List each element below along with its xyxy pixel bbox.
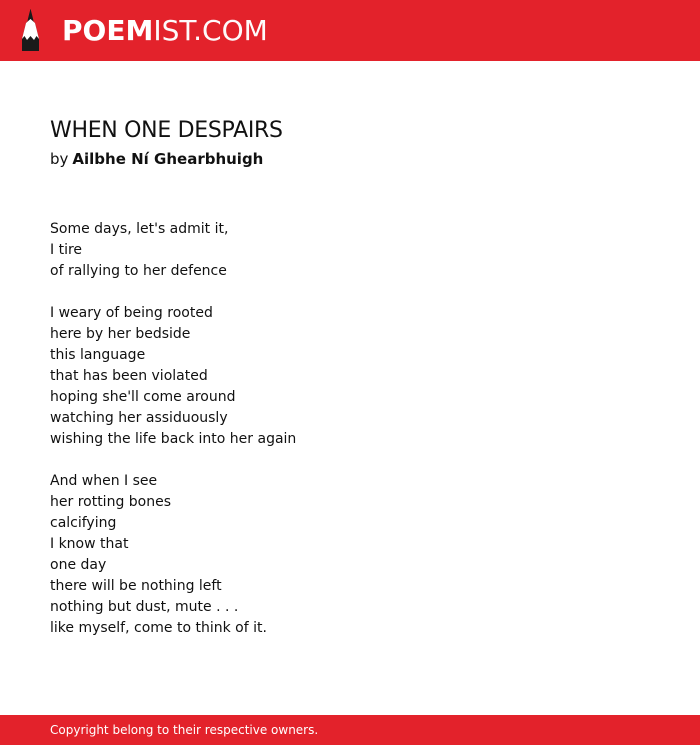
stanza <box>50 303 650 450</box>
poem-line: watching her assiduously <box>50 410 228 426</box>
footer <box>0 715 700 745</box>
poem-line: And when I see <box>50 473 158 489</box>
logo-bold-text: POEM <box>62 14 154 47</box>
logo-light-text: IST.COM <box>153 14 268 47</box>
byline <box>50 149 650 169</box>
site-logo[interactable] <box>62 12 268 50</box>
poem-line: like myself, come to think of it. <box>50 620 267 636</box>
poem-line: her rotting bones <box>50 494 172 510</box>
poem-line: I know that <box>50 536 129 552</box>
poem-line: this language <box>50 347 146 363</box>
poem-content <box>50 113 650 660</box>
poem-body <box>50 219 650 639</box>
poem-line: of rallying to her defence <box>50 263 227 279</box>
poem-line: here by her bedside <box>50 326 191 342</box>
poem-line: nothing but dust, mute . . . <box>50 599 239 615</box>
by-label: by <box>50 150 69 168</box>
stanza <box>50 471 650 639</box>
poem-line: one day <box>50 557 107 573</box>
poem-line: I weary of being rooted <box>50 305 213 321</box>
poem-line: hoping she'll come around <box>50 389 236 405</box>
top-bar <box>0 0 700 61</box>
poem-line: Some days, let's admit it, <box>50 221 229 237</box>
pencil-logo-icon[interactable] <box>18 9 43 51</box>
poem-line: calcifying <box>50 515 117 531</box>
poem-title: WHEN ONE DESPAIRS <box>50 118 283 143</box>
copyright-text: Copyright belong to their respective owners. <box>50 723 319 737</box>
poem-line: that has been violated <box>50 368 208 384</box>
poem-line: wishing the life back into her again <box>50 431 297 447</box>
author-name[interactable]: Ailbhe Ní Ghearbhuigh <box>72 150 264 168</box>
poem-line: there will be nothing left <box>50 578 222 594</box>
poem-line: I tire <box>50 242 83 258</box>
stanza <box>50 219 650 282</box>
